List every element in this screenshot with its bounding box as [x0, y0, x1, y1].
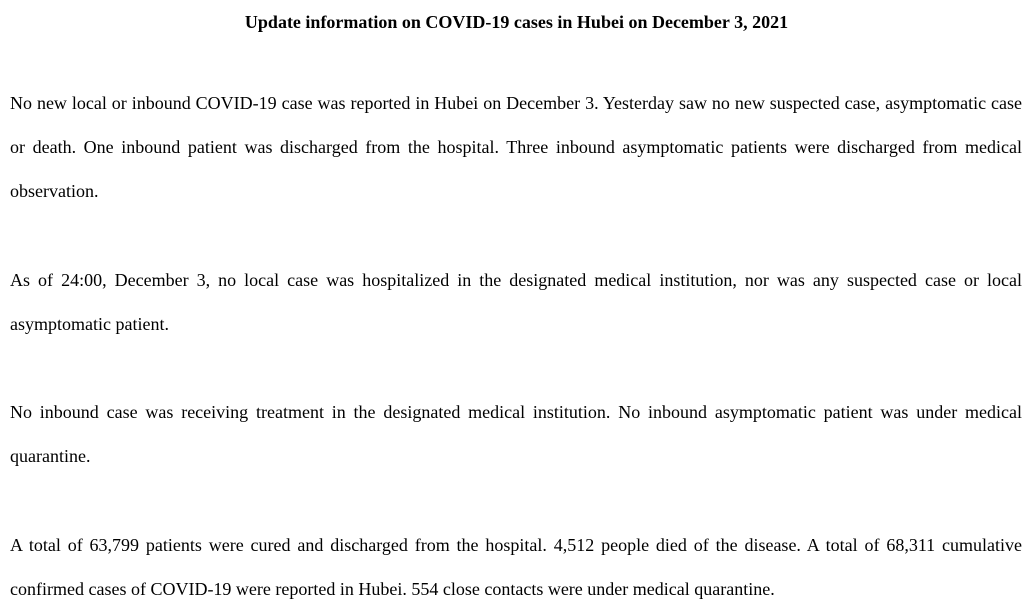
paragraph-cumulative-totals: A total of 63,799 patients were cured and discharged from the hospital. 4,512 people died of the disease. A total of 68,311 cumulative confirmed cases of COVID-19 were reported in Hubei. 554 close contacts were under medical quarantine.: [10, 535, 1022, 599]
paragraph-daily-report: No new local or inbound COVID-19 case was reported in Hubei on December 3. Yesterday saw no new suspected case, asymptomatic case or death. One inbound patient was discharged from the hospital. Three inbound asymptomatic patients were discharged from medical observation.: [10, 93, 1022, 201]
document-title: Update information on COVID-19 cases in Hubei on December 3, 2021: [244, 12, 789, 32]
paragraph-inbound-status: No inbound case was receiving treatment in the designated medical institution. No inbound asymptomatic patient was under medical quarantine.: [10, 402, 1022, 466]
paragraph-local-status: As of 24:00, December 3, no local case was hospitalized in the designated medical institution, nor was any suspected case or local asymptomatic patient.: [10, 270, 1022, 334]
